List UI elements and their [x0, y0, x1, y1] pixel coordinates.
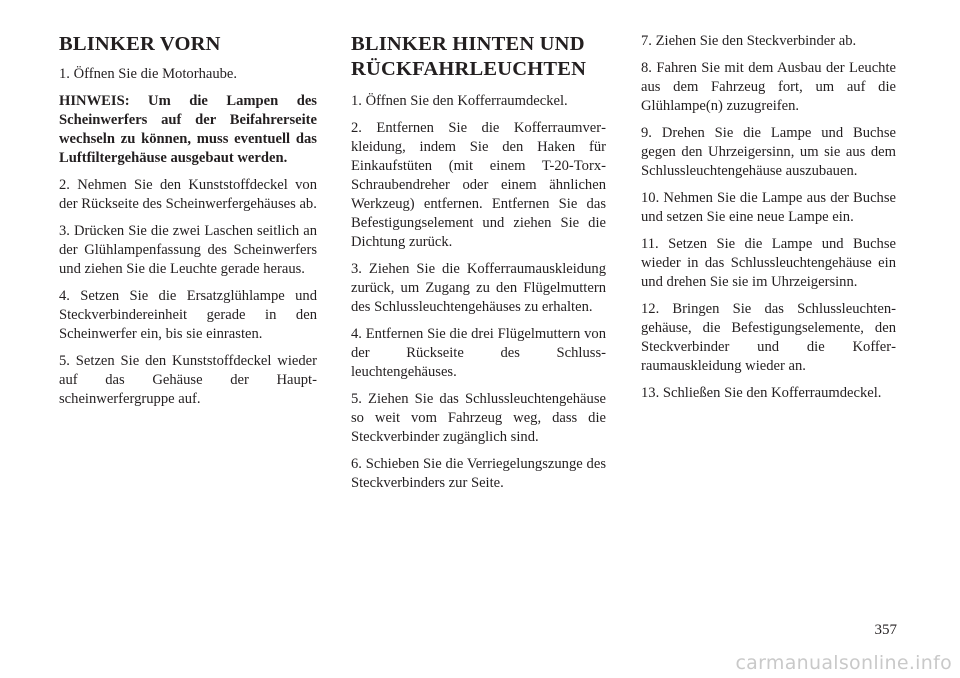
step-paragraph: 2. Nehmen Sie den Kunststoffdeckel von der Rückseite des Scheinwerfergehäuses ab.	[59, 177, 317, 212]
step-paragraph: 7. Ziehen Sie den Steckverbinder ab.	[641, 33, 857, 49]
step-paragraph: 5. Setzen Sie den Kunststoffdeckel wieder auf das Gehäuse der Hauptscheinwerfergruppe auf.	[59, 353, 317, 407]
step-paragraph: 3. Ziehen Sie die Kofferraumauskleidung zurück, um Zugang zu den Flügelmuttern des Schlussleuchtengehäuses zu erhalten.	[351, 261, 606, 315]
step-paragraph: 3. Drücken Sie die zwei Laschen seitlich an der Glühlampenfassung des Scheinwerfers und ziehen Sie die Leuchte gerade heraus.	[59, 223, 317, 277]
step-paragraph: 6. Schieben Sie die Verriegelungszunge des Steckverbinders zur Seite.	[351, 456, 606, 491]
page-number: 357	[874, 622, 897, 638]
step-paragraph: 8. Fahren Sie mit dem Ausbau der Leuchte aus dem Fahrzeug fort, um auf die Glühlampe(n) zuzugreifen.	[641, 60, 896, 114]
step-paragraph: 5. Ziehen Sie das Schlussleuchtengehäuse so weit vom Fahrzeug weg, dass die Steckverbinder zugänglich sind.	[351, 391, 606, 445]
step-paragraph: 2. Entfernen Sie die Kofferraumverkleidung, indem Sie den Haken für Einkaufstüten (mit einem T-20-Torx-Schraubendreher oder einem ähnlichen Werkzeug) entfernen. Entfernen Sie das Befestigungselement und ziehen Sie die Dichtung zurück.	[351, 120, 606, 250]
step-paragraph: 4. Setzen Sie die Ersatzglühlampe und Steckverbindereinheit gerade in den Scheinwerfer ein, bis sie einrasten.	[59, 288, 317, 342]
step-paragraph: 12. Bringen Sie das Schlussleuchtengehäuse, die Befestigungselemente, den Steckverbinder und die Kofferraumauskleidung wieder an.	[641, 301, 896, 374]
column-3	[641, 32, 896, 411]
section-heading-front-blinker: BLINKER VORN	[59, 33, 221, 55]
section-heading-rear-blinker: BLINKER HINTEN UND RÜCKFAHRLEUCHTEN	[351, 33, 587, 80]
step-paragraph: 1. Öffnen Sie den Kofferraumdeckel.	[351, 93, 568, 109]
column-1	[59, 32, 317, 417]
note-paragraph: HINWEIS: Um die Lampen des Scheinwerfers auf der Beifahrerseite wechseln zu können, muss eventuell das Luftfiltergehäuse ausgebaut werden.	[59, 93, 317, 166]
step-paragraph: 10. Nehmen Sie die Lampe aus der Buchse und setzen Sie eine neue Lampe ein.	[641, 190, 896, 225]
step-paragraph: 4. Entfernen Sie die drei Flügelmuttern von der Rückseite des Schlussleuchtengehäuses.	[351, 326, 606, 380]
step-paragraph: 11. Setzen Sie die Lampe und Buchse wieder in das Schlussleuchtengehäuse ein und drehen Sie sie im Uhrzeigersinn.	[641, 236, 896, 290]
step-paragraph: 1. Öffnen Sie die Motorhaube.	[59, 66, 238, 82]
watermark: carmanualsonline.info	[735, 652, 952, 674]
step-paragraph: 13. Schließen Sie den Kofferraumdeckel.	[641, 385, 882, 401]
column-2	[351, 32, 606, 501]
step-paragraph: 9. Drehen Sie die Lampe und Buchse gegen den Uhrzeigersinn, um sie aus dem Schlussleuchtengehäuse auszubauen.	[641, 125, 896, 179]
